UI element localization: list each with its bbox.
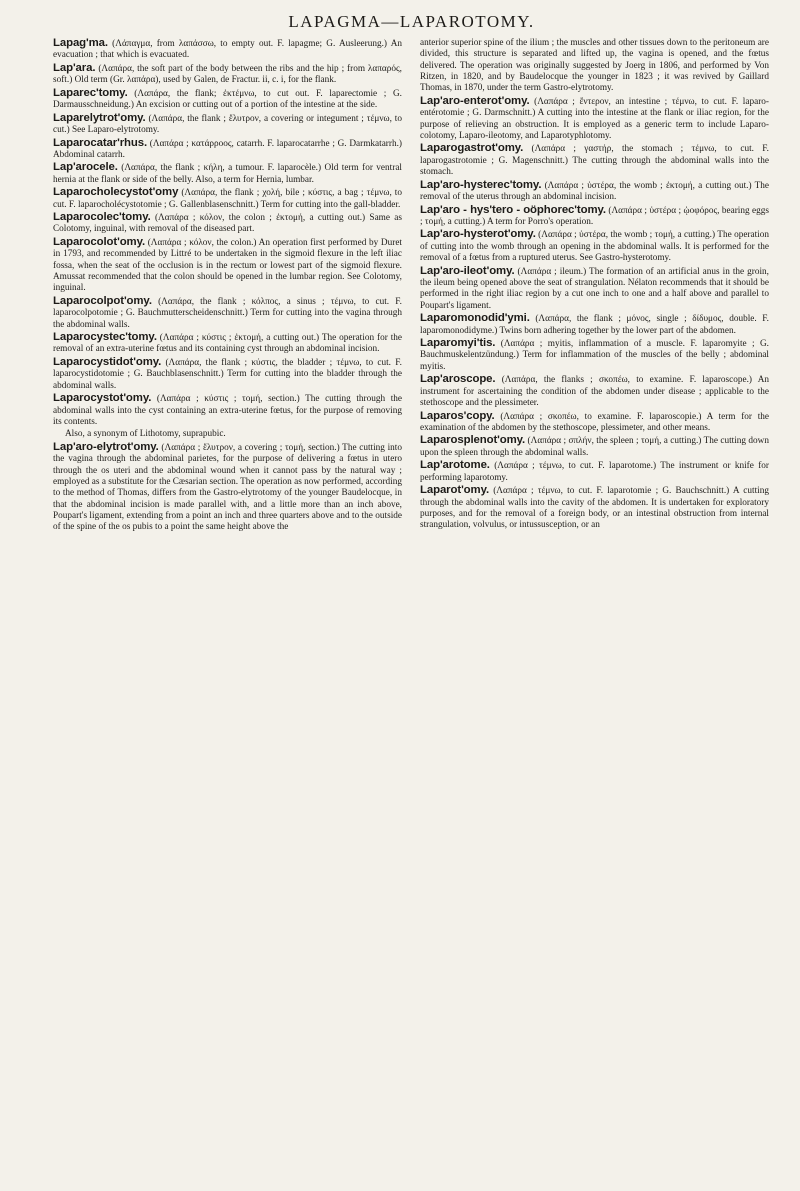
entry-headword: Laparomyi'tis.	[420, 337, 496, 350]
entry-definition: (Λαπάρα ; τέμνω, to cut. F. laparotome.) The instrument or knife for performing laparotomy.	[420, 461, 769, 483]
entry-headword: Laparocystidot'omy.	[53, 356, 162, 368]
entry-definition: (Λαπάρα ; ἔλυτρον, a covering ; τομή, section.) The cutting into the vagina through the abdominal parietes, for the purpose of delivering a fœtus in utero through the os uteri and the abdominal wound when it cannot pass by the natural way ; employed as a substitute for the Cæsarian section. The operation as now performed, according to the method of Thomas, differs from the Gastro-elytrotomy of the younger Baudelocque, in that the abdominal incision is made parallel with, and a little more than an inch above, Poupart's ligament, extending from a point an inch and three quarters above and to the outside of the spine of the os pubis to a point the same height above the	[53, 442, 402, 533]
entry-definition: (Λαπάρα, the flank ; κύστις, the bladder ; τέμνω, to cut. F. laparocystidotomie ; G. Bauchblasenschnitt.) Term for cutting into the bladder through the abdominal walls.	[53, 358, 402, 391]
entry-definition: (Λαπάρα ; κατάρροος, catarrh. F. laparocatarrhe ; G. Darmkatarrh.) Abdominal catarrh.	[53, 138, 402, 160]
entry-headword: Lap'aro-elytrot'omy.	[53, 440, 159, 453]
dictionary-entry	[53, 88, 402, 112]
entry-definition: (Λαπάρα ; σκοπέω, to examine. F. laparoscopie.) A term for the examination of the abdomen by the stethoscope, plessimeter, and other means.	[420, 411, 769, 433]
dictionary-entry	[53, 63, 402, 87]
continued-text: anterior superior spine of the ilium ; the muscles and other tissues down to the peritoneum are divided, this structure is separated and lifted up, the vagina is opened, and the fœtus delivered. The operation was originally suggested by Joerg in 1806, and performed by Von Ritzen, in 1820, and by Baudelocque the younger in 1823 ; it was revived by Gaillard Thomas, in 1870, under the term Gastro-elytrotomy.	[420, 38, 769, 94]
entry-definition: (Λαπάρα ; ὑστέρα, the womb ; ἐκτομή, a cutting out.) The removal of the uterus through an abdominal incision.	[420, 180, 769, 203]
entry-paragraph: Also, a synonym of Lithotomy, suprapubic.	[65, 429, 226, 440]
left-column	[53, 38, 402, 535]
columns	[53, 38, 770, 535]
entry-headword: Lap'aro-hysterec'tomy.	[420, 178, 542, 191]
entry-definition: (Λαπάρα, the flank ; ἔλυτρον, a covering or integument ; τέμνω, to cut.) See Laparo-elytrotomy.	[53, 113, 402, 135]
dictionary-entry	[53, 296, 402, 331]
entry-definition: (Λάπαγμα, from λαπάσσω, to empty out. F. lapagme; G. Ausleerung.) An evacuation ; that which is evacuated.	[53, 39, 402, 61]
entry-headword: Laparot'omy.	[420, 484, 490, 497]
entry-definition: (Λαπάρα, the flank ; χολή, bile ; κύστις, a bag ; τέμνω, to cut. F. laparocholécystotomie ; G. Gallenblasenschnitt.) Term for cutting into the gall-bladder.	[53, 188, 402, 210]
entry-headword: Lapag'ma.	[53, 37, 108, 49]
entry-headword: Laparelytrot'omy.	[53, 111, 146, 124]
dictionary-entry	[420, 229, 769, 264]
entry-headword: Lap'aro-ileot'omy.	[420, 264, 515, 277]
entry-definition: (Λαπάρα ; τέμνω, to cut. F. laparotomie ; G. Bauchschnitt.) A cutting through the abdominal walls into the cavity of the abdomen. It is undertaken for exploratory purposes, and for the removal of a foreign body, or an intestinal obstruction from internal strangulation, volvulus, or intussusception, or an	[420, 486, 769, 531]
entry-definition: (Λαπάρα, the flank ; μόνος, single ; δίδυμος, double. F. laparomonodidyme.) Twins born adhering together by the lower part of the abdomen.	[420, 314, 769, 336]
dictionary-entry	[53, 187, 402, 211]
entry-headword: Laparogastrot'omy.	[420, 142, 524, 155]
dictionary-entry	[53, 162, 402, 186]
dictionary-entry	[53, 237, 402, 295]
dictionary-entry	[420, 485, 769, 531]
entry-headword: Laparocholecystot'omy	[53, 186, 179, 199]
dictionary-entry	[420, 338, 769, 373]
entry-definition: (Λαπάρα, the soft part of the body between the ribs and the hip ; from λαπαρός, soft.) Old term (Gr. λαπάρα), used by Galen, de Fractur. ii, c. i, for the flank.	[53, 63, 402, 86]
dictionary-entry	[420, 180, 769, 204]
dictionary-entry	[420, 266, 769, 312]
dictionary-entry	[53, 442, 402, 534]
dictionary-entry	[420, 374, 769, 409]
dictionary-entry	[53, 138, 402, 162]
entry-headword: Laparos'copy.	[420, 409, 495, 422]
dictionary-entry	[53, 332, 402, 356]
entry-definition: (Λαπάρα, the flanks ; σκοπέω, to examine. F. laparoscope.) An instrument for ascertaining the condition of the abdomen under disease ; applicable to the stethoscope and the plessimeter.	[420, 375, 769, 408]
entry-definition: (Λαπάρα ; κόλον, the colon.) An operation first performed by Duret in 1793, and recommended by Littré to be undertaken in the sigmoid flexure in the left iliac fossa, when the seat of the occlusion is in the rectum or lowest part of the sigmoid flexure. Amussat recommended that the colon should be opened in the lumbar region. See Colotomy, inguinal.	[53, 238, 402, 294]
dictionary-entry	[420, 313, 769, 337]
dictionary-entry	[53, 38, 402, 62]
entry-headword: Lap'arotome.	[420, 459, 490, 472]
entry-headword: Lap'aro-enterot'omy.	[420, 94, 530, 107]
entry-headword: Lap'aroscope.	[420, 373, 496, 386]
entry-headword: Laparocystec'tomy.	[53, 331, 157, 344]
entry-definition: (Λαπάρα ; κόλον, the colon ; ἐκτομή, a cutting out.) Same as Colotomy, inguinal, with removal of the diseased part.	[53, 213, 402, 235]
dictionary-entry	[420, 143, 769, 178]
entry-headword: Laparocolpot'omy.	[53, 294, 152, 307]
entry-definition: (Λαπάρα, the flank; ἐκτέμνω, to cut out. F. laparectomie ; G. Darmausschneidung.) An excision or cutting out of a portion of the intestine at the side.	[53, 88, 402, 111]
page-header: LAPAGMA—LAPAROTOMY.	[288, 12, 535, 31]
dictionary-entry	[53, 357, 402, 392]
dictionary-entry	[420, 96, 769, 142]
entry-headword: Laparocolec'tomy.	[53, 211, 151, 224]
entry-headword: Lap'aro - hys'tero - oöphorec'tomy.	[420, 203, 606, 216]
entry-headword: Laparocatar'rhus.	[53, 136, 148, 149]
entry-definition: (Λαπάρα ; κύστις ; ἐκτομή, a cutting out.) The operation for the removal of an extra-uterine fœtus and its containing cyst through an abdominal incision.	[53, 333, 402, 355]
entry-definition: (Λαπάρα, the flank ; κόλπος, a sinus ; τέμνω, to cut. F. laparocolpotomie ; G. Bauchmutterscheidenschnitt.) Term for cutting into the vagina through the abdominal walls.	[53, 296, 402, 330]
entry-definition: (Λαπάρα ; ὑστέρα ; ᾠοφόρος, bearing eggs ; τομή, a cutting.) A term for Porro's operation.	[420, 205, 769, 227]
dictionary-entry	[53, 212, 402, 236]
entry-definition: (Λαπάρα ; κύστις ; τομή, section.) The cutting through the abdominal walls into the cyst containing an extra-uterine fœtus, for the purpose of removing its contents.	[53, 394, 402, 427]
entry-definition: (Λαπάρα ; γαστήρ, the stomach ; τέμνω, to cut. F. laparogastrotomie ; G. Magenschnitt.) The cutting through the abdominal walls into the stomach.	[420, 144, 769, 178]
entry-definition: (Λαπάρα ; myitis, inflammation of a muscle. F. laparomyite ; G. Bauchmuskelentzündung.) Term for inflammation of the muscles of the belly ; abdominal myitis.	[420, 339, 769, 372]
entry-definition: (Λαπάρα ; σπλήν, the spleen ; τομή, a cutting.) The cutting down upon the spleen through the abdominal walls.	[420, 436, 769, 458]
dictionary-entry	[420, 411, 769, 435]
entry-definition: (Λαπάρα ; ἔντερον, an intestine ; τέμνω, to cut. F. laparo-entérotomie ; G. Darmschnitt.) A cutting into the intestine at the flank or iliac region, for the purpose of relieving an obstruction. It is employed as a generic term to include Laparo-colotomy, Laparo-ileotomy, and Laparotyphlotomy.	[420, 96, 769, 141]
dictionary-entry	[420, 460, 769, 484]
dictionary-entry	[53, 393, 402, 428]
entry-headword: Laparosplenot'omy.	[420, 434, 526, 447]
entry-headword: Laparocystot'omy.	[53, 392, 152, 405]
entry-headword: Laparec'tomy.	[53, 86, 128, 99]
entry-headword: Laparocolot'omy.	[53, 236, 146, 248]
entry-definition: (Λαπάρα ; ileum.) The formation of an artificial anus in the groin, the ileum being opened above the seat of strangulation. Nélaton recommends that it should be performed in the right iliac region by a cut one inch to one and a half above and parallel to Poupart's ligament.	[420, 266, 769, 311]
dictionary-entry	[420, 205, 769, 229]
dictionary-entry	[53, 113, 402, 137]
entry-definition: (Λαπάρα ; ὑστέρα, the womb ; τομή, a cutting.) The operation of cutting into the womb through an opening in the abdominal walls. It is performed for the removal of a fœtus from a ruptured uterus. See Gastro-hysterotomy.	[420, 230, 769, 264]
dictionary-entry	[420, 435, 769, 459]
entry-headword: Lap'aro-hysterot'omy.	[420, 228, 536, 241]
right-column	[420, 38, 769, 535]
entry-headword: Lap'ara.	[53, 61, 96, 74]
entry-headword: Laparomonodid'ymi.	[420, 312, 530, 325]
entry-headword: Lap'arocele.	[53, 161, 118, 174]
entry-definition: (Λαπάρα, the flank ; κήλη, a tumour. F. laparocèle.) Old term for ventral hernia at the flank or side of the belly. Also, a term for Hernia, lumbar.	[53, 163, 402, 185]
